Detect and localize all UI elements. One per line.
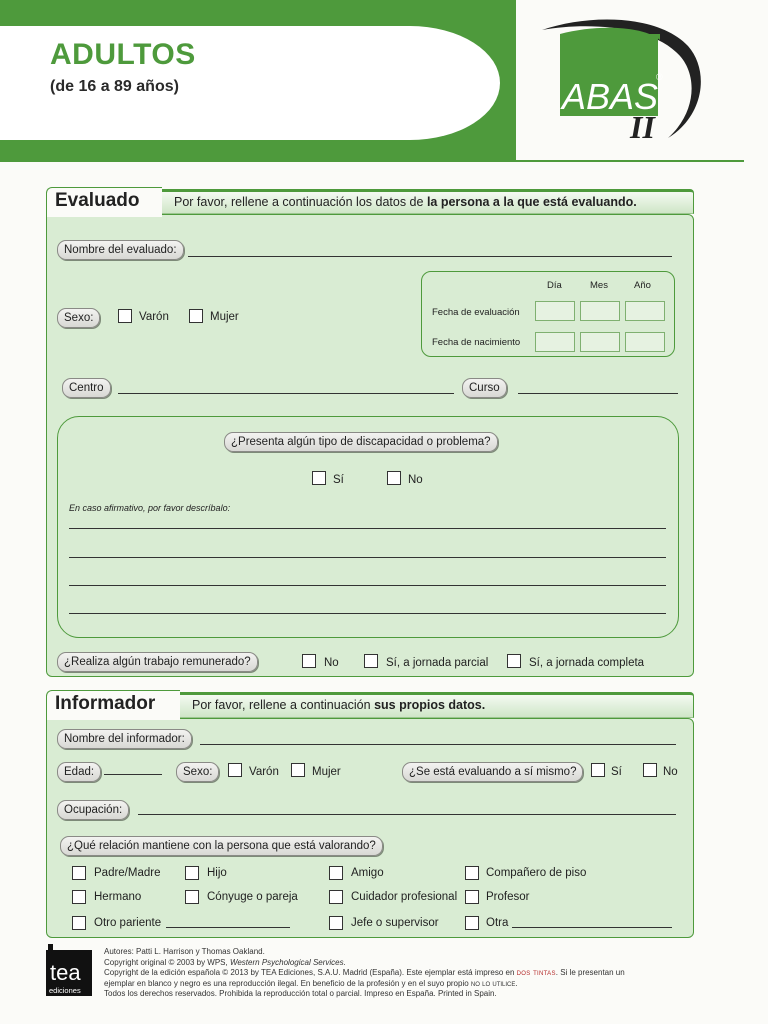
logo-numeral: II <box>630 109 655 145</box>
describe-line[interactable] <box>69 557 666 558</box>
relation-other-relative-checkbox[interactable] <box>72 916 86 930</box>
evaluado-name-field[interactable] <box>188 256 672 257</box>
relation-sibling-checkbox[interactable] <box>72 890 86 904</box>
evaluado-instruction <box>162 189 694 214</box>
disability-question: ¿Presenta algún tipo de discapacidad o problema? <box>224 432 498 452</box>
birth-date-day-input[interactable] <box>535 332 575 352</box>
tea-publisher-logo <box>46 944 92 996</box>
page-subtitle: (de 16 a 89 años) <box>50 78 179 95</box>
relation-parent-checkbox[interactable] <box>72 866 86 880</box>
informador-section-title: Informador <box>46 690 180 720</box>
relation-sibling-label: Hermano <box>94 891 142 903</box>
header-rule <box>516 160 744 162</box>
tea-logo-text: tea <box>50 960 81 985</box>
informador-instruction <box>180 692 694 718</box>
relation-spouse-label: Cónyuge o pareja <box>207 891 298 903</box>
relation-boss-checkbox[interactable] <box>329 916 343 930</box>
year-header: Año <box>634 280 651 291</box>
relation-other-relative-field[interactable] <box>166 927 290 928</box>
work-part-label: Sí, a jornada parcial <box>386 657 489 669</box>
footer-credits <box>104 947 684 1000</box>
occupation-label: Ocupación: <box>57 800 129 820</box>
relation-child-label: Hijo <box>207 867 227 879</box>
informador-age-field[interactable] <box>104 774 162 775</box>
relation-friend-label: Amigo <box>351 867 384 879</box>
self-eval-no-checkbox[interactable] <box>643 763 657 777</box>
work-no-checkbox[interactable] <box>302 654 316 668</box>
logo-registered-mark: ® <box>656 72 663 82</box>
center-label: Centro <box>62 378 111 398</box>
footer-two-inks: dos tintas <box>516 968 556 977</box>
eval-date-month-input[interactable] <box>580 301 620 321</box>
work-full-checkbox[interactable] <box>507 654 521 668</box>
self-eval-yes-label: Sí <box>611 766 622 778</box>
informador-instruction-bold: sus propios datos. <box>374 698 486 712</box>
evaluado-sex-male-label: Varón <box>139 311 169 323</box>
footer-copy-warning-end: . <box>515 978 518 988</box>
birth-date-month-input[interactable] <box>580 332 620 352</box>
informador-sex-female-label: Mujer <box>312 766 341 778</box>
relation-parent-label: Padre/Madre <box>94 867 161 879</box>
evaluado-name-label: Nombre del evaluado: <box>57 240 184 260</box>
center-field[interactable] <box>118 393 454 394</box>
footer-do-not-use: no lo utilice <box>470 978 516 988</box>
course-label: Curso <box>462 378 507 398</box>
relation-spouse-checkbox[interactable] <box>185 890 199 904</box>
evaluado-instruction-bold: la persona a la que está evaluando. <box>426 195 637 209</box>
relation-child-checkbox[interactable] <box>185 866 199 880</box>
describe-line[interactable] <box>69 528 666 529</box>
informador-sex-male-checkbox[interactable] <box>228 763 242 777</box>
relation-other-relative-label: Otro pariente <box>94 917 162 929</box>
footer-authors: Autores: Patti L. Harrison y Thomas Oakland. <box>104 947 265 956</box>
relation-flatmate-checkbox[interactable] <box>465 866 479 880</box>
logo-text: ABAS <box>562 76 659 117</box>
evaluado-sex-female-label: Mujer <box>210 311 239 323</box>
eval-date-label: Fecha de evaluación <box>432 307 520 318</box>
footer-copyright-original <box>104 958 684 969</box>
eval-date-year-input[interactable] <box>625 301 665 321</box>
relation-other-checkbox[interactable] <box>465 916 479 930</box>
evaluado-sex-female-checkbox[interactable] <box>189 309 203 323</box>
relation-caregiver-checkbox[interactable] <box>329 890 343 904</box>
relation-caregiver-label: Cuidador profesional <box>351 891 458 903</box>
evaluado-sex-male-checkbox[interactable] <box>118 309 132 323</box>
relation-other-field[interactable] <box>512 927 672 928</box>
occupation-field[interactable] <box>138 814 676 815</box>
informador-sex-female-checkbox[interactable] <box>291 763 305 777</box>
informador-instruction-text: Por favor, rellene a continuación <box>192 698 375 712</box>
disability-yes-checkbox[interactable] <box>312 471 326 485</box>
footer-copy-warning-text: ejemplar en blanco y negro es una reproducción ilegal. En beneficio de la profesión y en el suyo propio <box>104 978 471 988</box>
birth-date-label: Fecha de nacimiento <box>432 337 521 348</box>
relation-friend-checkbox[interactable] <box>329 866 343 880</box>
work-part-checkbox[interactable] <box>364 654 378 668</box>
self-eval-question: ¿Se está evaluando a sí mismo? <box>402 762 583 782</box>
informador-name-field[interactable] <box>200 744 676 745</box>
work-question: ¿Realiza algún trabajo remunerado? <box>57 652 258 672</box>
evaluado-section-title: Evaluado <box>46 187 162 217</box>
day-header: Día <box>547 280 562 291</box>
informador-panel <box>46 718 694 938</box>
page-title: ADULTOS <box>50 38 196 71</box>
informador-age-label: Edad: <box>57 762 101 782</box>
course-field[interactable] <box>518 393 678 394</box>
disability-no-checkbox[interactable] <box>387 471 401 485</box>
abas-logo <box>538 16 708 146</box>
informador-name-label: Nombre del informador: <box>57 729 192 749</box>
footer-copyright-spanish-end: . Si le presentan un <box>555 968 625 977</box>
relation-question: ¿Qué relación mantiene con la persona que está valorando? <box>60 836 383 856</box>
relation-other-label: Otra <box>486 917 509 929</box>
relation-boss-label: Jefe o supervisor <box>351 917 439 929</box>
self-eval-no-label: No <box>663 766 678 778</box>
describe-line[interactable] <box>69 613 666 614</box>
footer-rights: Todos los derechos reservados. Prohibida la reproducción total o parcial. Impreso en España. Printed in Spain. <box>104 989 497 998</box>
relation-flatmate-label: Compañero de piso <box>486 867 587 879</box>
evaluado-sex-label: Sexo: <box>57 308 100 328</box>
work-full-label: Sí, a jornada completa <box>529 657 645 669</box>
tea-logo-subtext: ediciones <box>49 986 81 995</box>
informador-sex-male-label: Varón <box>249 766 279 778</box>
work-no-label: No <box>324 657 339 669</box>
footer-copyright-spanish <box>104 968 684 979</box>
self-eval-yes-checkbox[interactable] <box>591 763 605 777</box>
month-header: Mes <box>590 280 608 291</box>
evaluado-instruction-text: Por favor, rellene a continuación los datos de <box>174 195 427 209</box>
eval-date-day-input[interactable] <box>535 301 575 321</box>
footer-copyright-spanish-text: Copyright de la edición española © 2013 by TEA Ediciones, S.A.U. Madrid (España). Este ejemplar está impreso en <box>104 968 517 977</box>
disability-no-label: No <box>408 474 423 486</box>
footer-copy-warning <box>104 979 684 990</box>
relation-teacher-checkbox[interactable] <box>465 890 479 904</box>
informador-sex-label: Sexo: <box>176 762 219 782</box>
describe-line[interactable] <box>69 585 666 586</box>
footer-copyright-original-text: Copyright original © 2003 by WPS, <box>104 957 230 967</box>
describe-label: En caso afirmativo, por favor descríbalo: <box>69 503 231 513</box>
disability-yes-label: Sí <box>333 474 344 486</box>
relation-teacher-label: Profesor <box>486 891 530 903</box>
footer-copyright-original-publisher: Western Psychological Services. <box>229 957 346 967</box>
birth-date-year-input[interactable] <box>625 332 665 352</box>
